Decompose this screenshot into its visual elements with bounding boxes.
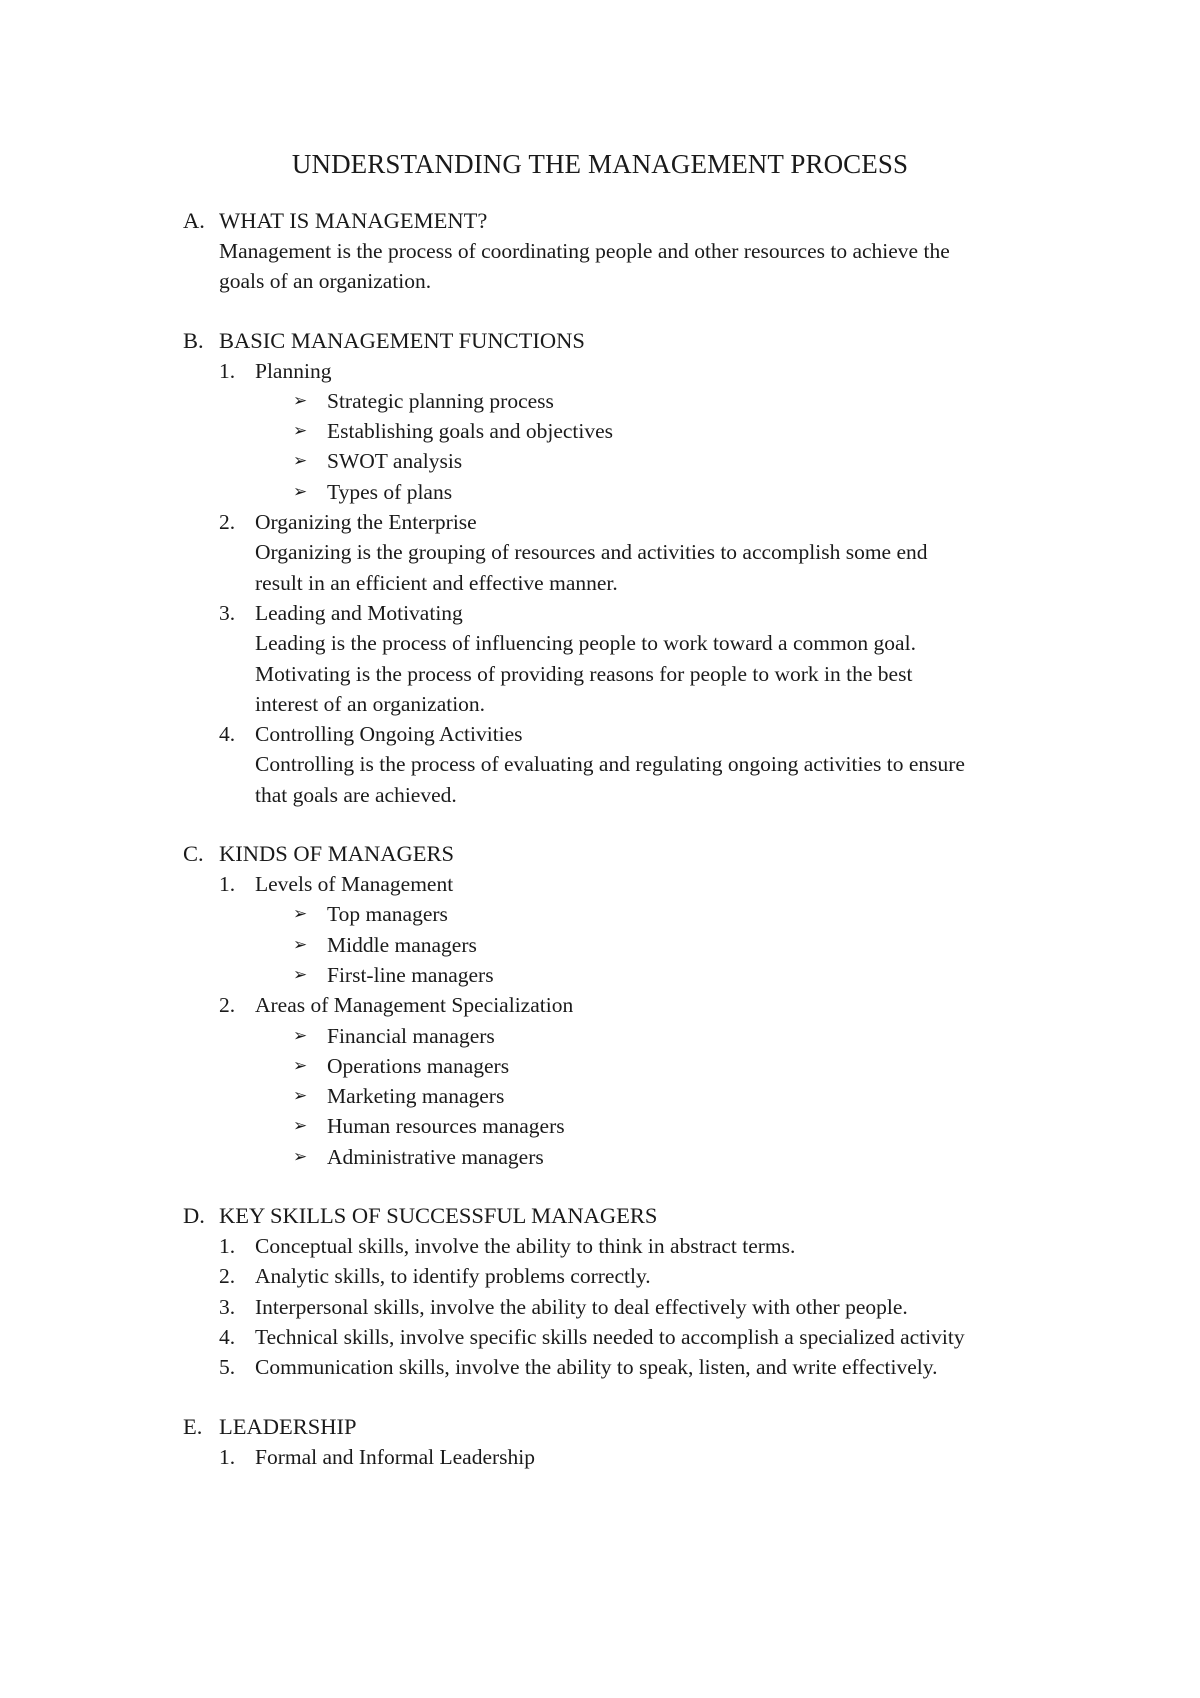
paragraph-line: that goals are achieved. xyxy=(255,782,457,807)
bullet-item xyxy=(183,446,1083,476)
paragraph-line: Management is the process of coordinating people and other resources to achieve the xyxy=(219,239,950,263)
bullet-item xyxy=(183,1081,1083,1111)
item-label: Technical skills, involve specific skills needed to accomplish a specialized activity xyxy=(255,1324,965,1349)
paragraph-line: interest of an organization. xyxy=(255,691,486,716)
arrowhead-bullet-icon: ➢ xyxy=(293,451,308,471)
bullet-item xyxy=(183,1051,1083,1081)
section-letter: D. xyxy=(183,1203,205,1229)
bullet-item xyxy=(183,1111,1083,1141)
item-number: 4. xyxy=(219,722,236,747)
bullet-text: SWOT analysis xyxy=(327,449,463,474)
item-label: Formal and Informal Leadership xyxy=(255,1444,536,1469)
arrowhead-bullet-icon: ➢ xyxy=(293,1055,308,1075)
section-title: KINDS OF MANAGERS xyxy=(219,841,455,867)
paragraph-line: Leading is the process of influencing people to work toward a common goal. xyxy=(255,631,916,656)
arrowhead-bullet-icon: ➢ xyxy=(293,1086,308,1106)
bullet-text: Administrative managers xyxy=(327,1144,544,1169)
section-title: BASIC MANAGEMENT FUNCTIONS xyxy=(219,327,585,353)
bullet-item xyxy=(183,1021,1083,1051)
bullet-text: Human resources managers xyxy=(327,1114,565,1139)
section-heading xyxy=(183,1411,1083,1442)
document-body xyxy=(183,205,1083,1500)
bullet-text: Types of plans xyxy=(327,479,453,504)
list-item xyxy=(183,1261,1083,1291)
section-heading xyxy=(183,838,1083,869)
section-leadership xyxy=(183,1411,1083,1472)
arrowhead-bullet-icon: ➢ xyxy=(293,1025,308,1045)
list-item-organizing xyxy=(183,507,1083,537)
item-label: Levels of Management xyxy=(255,872,454,897)
bullet-text: Operations managers xyxy=(327,1053,510,1078)
section-title: LEADERSHIP xyxy=(219,1413,357,1439)
arrowhead-bullet-icon: ➢ xyxy=(293,481,308,501)
bullet-text: Strategic planning process xyxy=(327,388,554,413)
section-letter: C. xyxy=(183,841,204,867)
item-label: Interpersonal skills, involve the ability to deal effectively with other people. xyxy=(255,1294,908,1319)
item-label: Controlling Ongoing Activities xyxy=(255,722,523,747)
section-basic-management-functions xyxy=(183,325,1083,810)
arrowhead-bullet-icon: ➢ xyxy=(293,904,308,924)
bullet-text: Top managers xyxy=(327,902,448,927)
bullet-item xyxy=(183,386,1083,416)
item-label: Leading and Motivating xyxy=(255,600,463,625)
paragraph-line: Motivating is the process of providing reasons for people to work in the best xyxy=(255,661,913,686)
list-item-controlling xyxy=(183,719,1083,749)
list-item xyxy=(183,1292,1083,1322)
bullet-text: First-line managers xyxy=(327,962,494,987)
bullet-item xyxy=(183,477,1083,507)
document-title: UNDERSTANDING THE MANAGEMENT PROCESS xyxy=(291,149,909,179)
list-item-leading xyxy=(183,598,1083,628)
list-item xyxy=(183,1231,1083,1261)
item-number: 4. xyxy=(219,1324,236,1349)
item-number: 3. xyxy=(219,1294,236,1319)
list-item xyxy=(183,1442,1083,1472)
paragraph-line: result in an efficient and effective manner. xyxy=(255,570,618,595)
item-number: 1. xyxy=(219,872,236,897)
item-label: Areas of Management Specialization xyxy=(255,993,574,1018)
arrowhead-bullet-icon: ➢ xyxy=(293,1116,308,1136)
paragraph-line: Organizing is the grouping of resources and activities to accomplish some end xyxy=(255,540,928,565)
item-number: 1. xyxy=(219,358,236,383)
bullet-item xyxy=(183,1142,1083,1172)
item-label: Organizing the Enterprise xyxy=(255,510,477,535)
paragraph-line: goals of an organization. xyxy=(219,269,432,294)
item-number: 2. xyxy=(219,1264,236,1289)
list-item-levels xyxy=(183,869,1083,899)
list-item-areas xyxy=(183,990,1083,1020)
bullet-item xyxy=(183,416,1083,446)
bullet-item xyxy=(183,930,1083,960)
section-heading xyxy=(183,205,1083,236)
section-title: WHAT IS MANAGEMENT? xyxy=(219,208,488,233)
arrowhead-bullet-icon: ➢ xyxy=(293,1146,308,1166)
item-label: Communication skills, involve the ability to speak, listen, and write effectively. xyxy=(255,1355,938,1380)
section-letter: A. xyxy=(183,208,205,233)
bullet-text: Marketing managers xyxy=(327,1084,505,1109)
arrowhead-bullet-icon: ➢ xyxy=(293,934,308,954)
item-label: Conceptual skills, involve the ability to think in abstract terms. xyxy=(255,1234,796,1259)
list-item-planning xyxy=(183,356,1083,386)
section-heading xyxy=(183,1200,1083,1231)
item-number: 2. xyxy=(219,510,236,535)
item-number: 1. xyxy=(219,1234,236,1259)
section-what-is-management xyxy=(183,205,1083,297)
section-title: KEY SKILLS OF SUCCESSFUL MANAGERS xyxy=(219,1203,658,1229)
section-letter: B. xyxy=(183,327,204,353)
item-number: 3. xyxy=(219,600,236,625)
section-key-skills xyxy=(183,1200,1083,1382)
item-number: 5. xyxy=(219,1355,236,1380)
item-label: Analytic skills, to identify problems correctly. xyxy=(255,1264,651,1289)
bullet-item xyxy=(183,960,1083,990)
section-heading xyxy=(183,325,1083,356)
arrowhead-bullet-icon: ➢ xyxy=(293,964,308,984)
section-letter: E. xyxy=(183,1413,203,1439)
paragraph-line: Controlling is the process of evaluating and regulating ongoing activities to ensure xyxy=(255,752,965,777)
section-kinds-of-managers xyxy=(183,838,1083,1172)
arrowhead-bullet-icon: ➢ xyxy=(293,421,308,441)
item-label: Planning xyxy=(255,358,332,383)
item-number: 2. xyxy=(219,993,236,1018)
bullet-text: Establishing goals and objectives xyxy=(327,419,614,444)
bullet-text: Middle managers xyxy=(327,932,477,957)
bullet-text: Financial managers xyxy=(327,1023,495,1048)
list-item xyxy=(183,1352,1083,1382)
list-item xyxy=(183,1322,1083,1352)
arrowhead-bullet-icon: ➢ xyxy=(293,390,308,410)
bullet-item xyxy=(183,899,1083,929)
item-number: 1. xyxy=(219,1444,236,1469)
